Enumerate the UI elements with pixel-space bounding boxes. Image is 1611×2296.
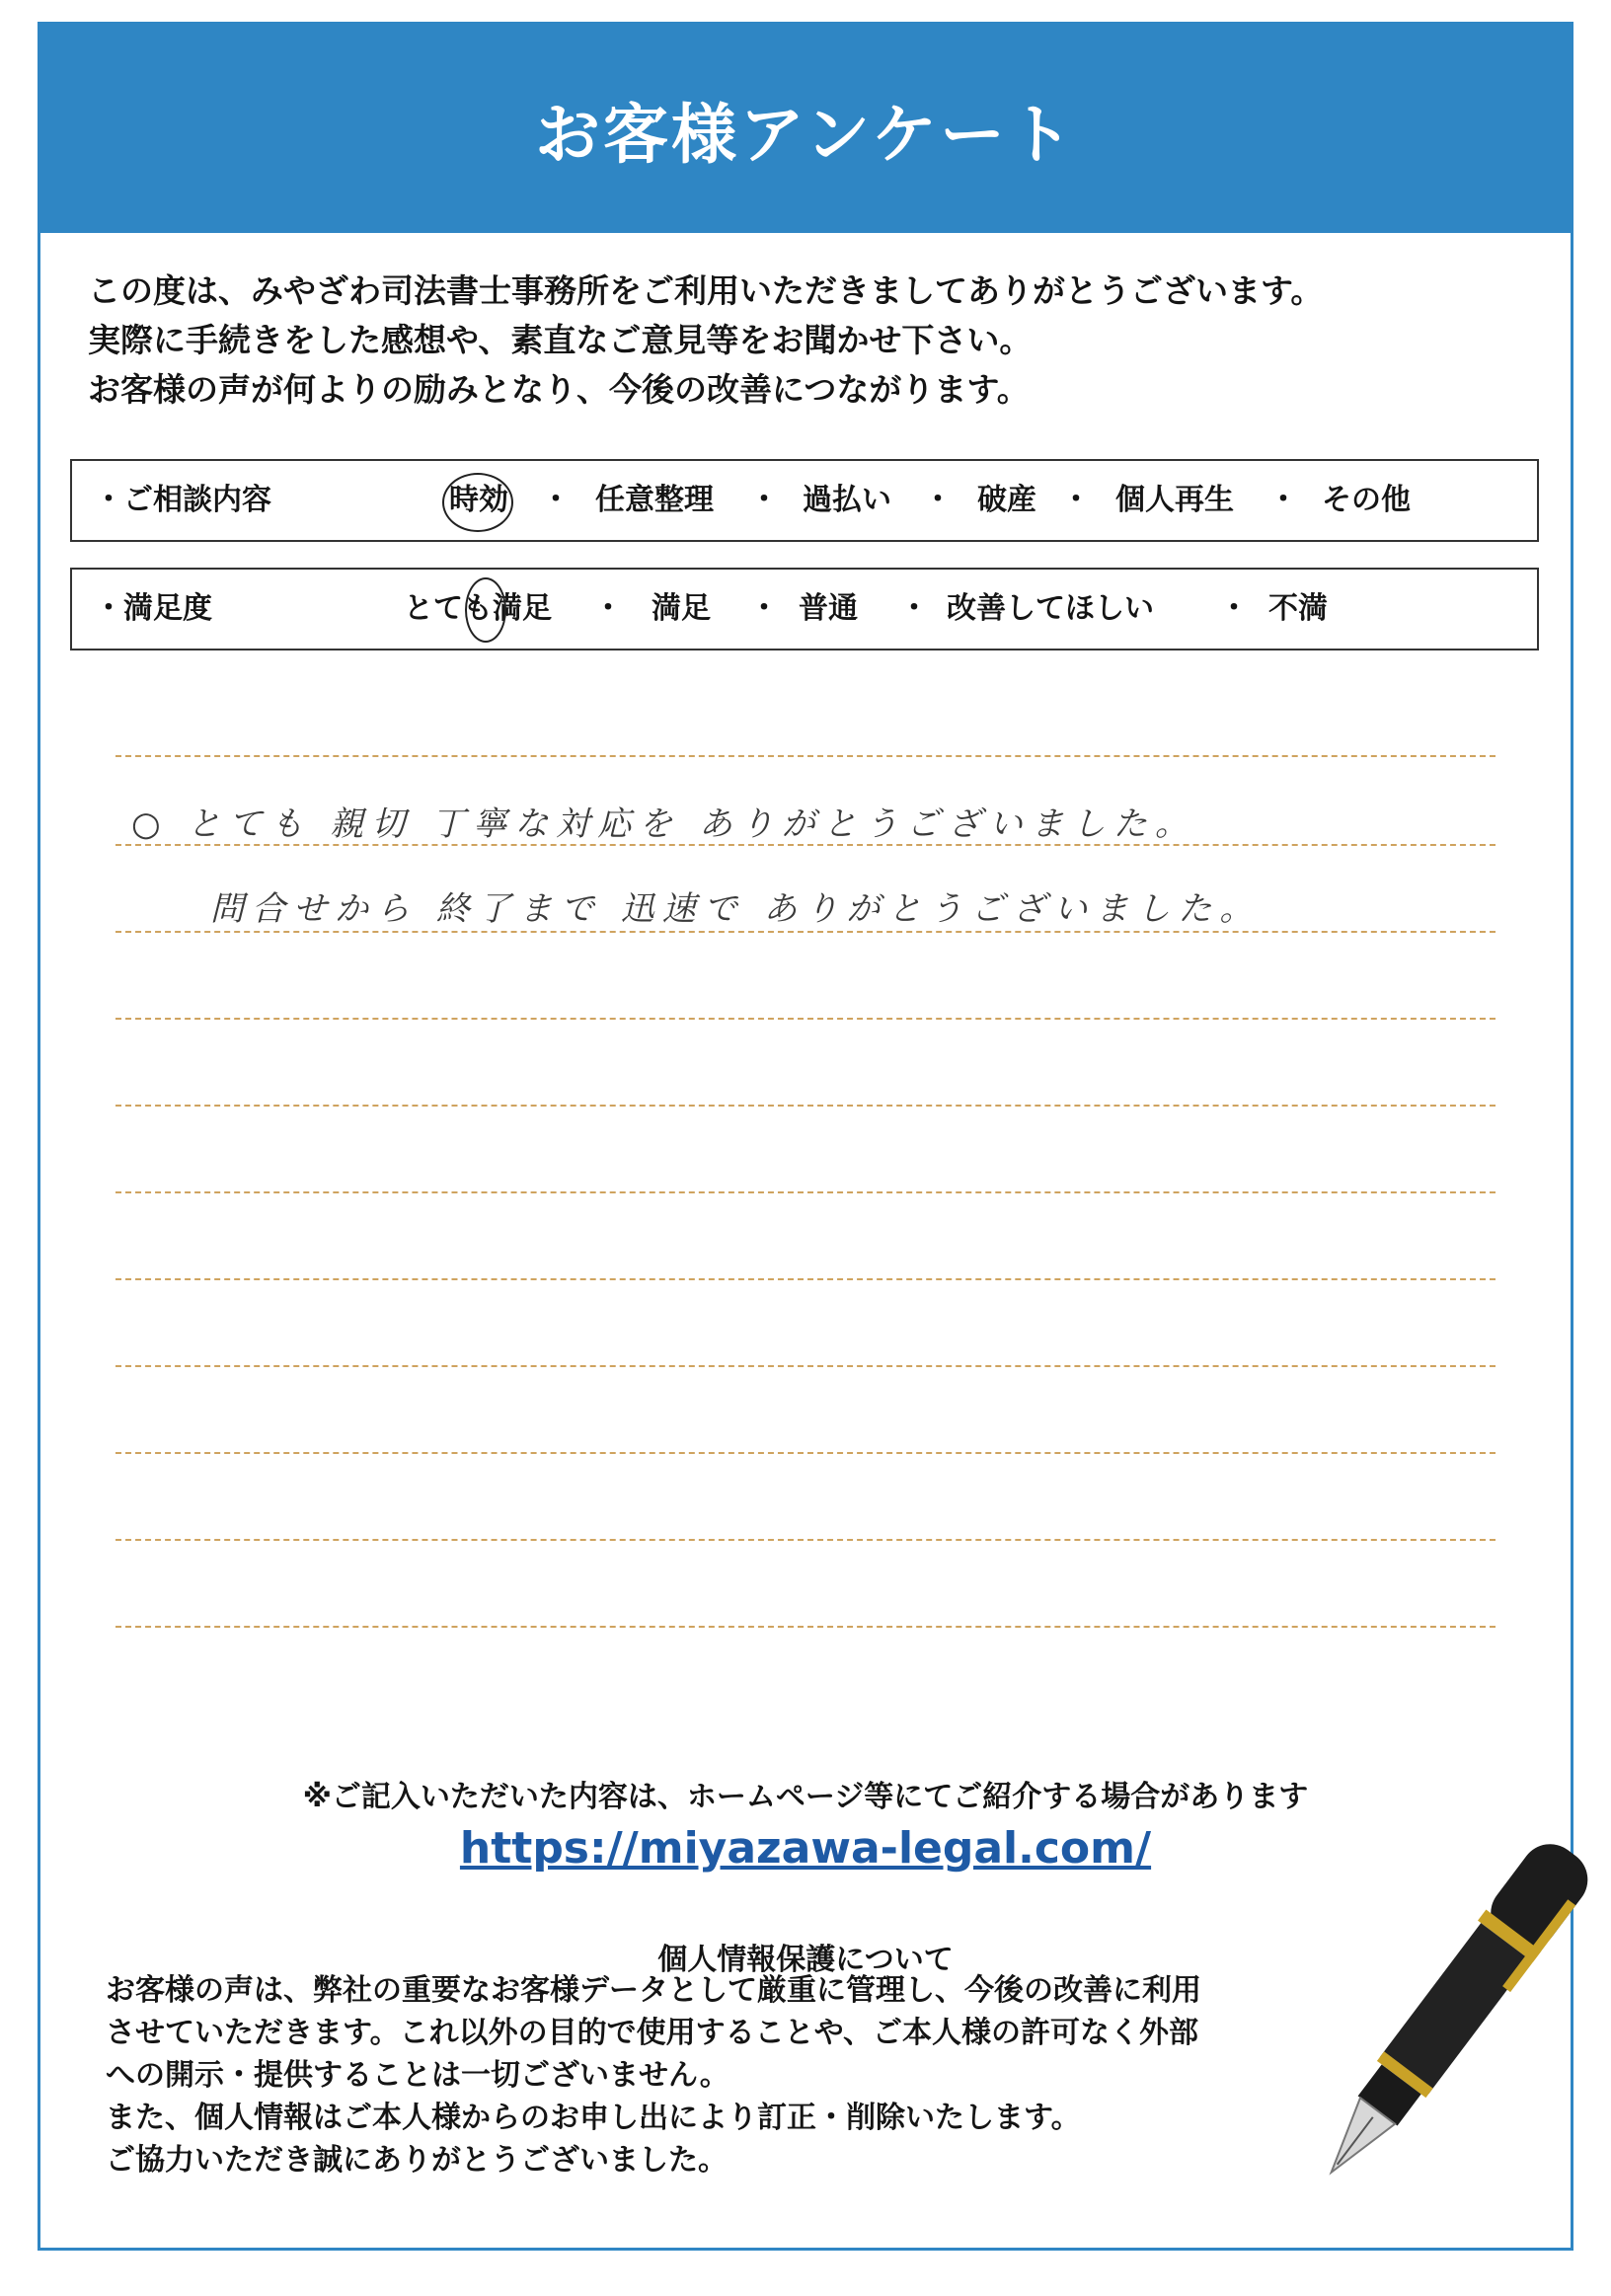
intro-line: お客様の声が何よりの励みとなり、今後の改善につながります。 — [88, 370, 1030, 409]
comment-rule-line — [115, 1365, 1496, 1367]
option-separator: ・ — [749, 591, 779, 626]
handwritten-comment-line: ○ とても 親切 丁寧な対応を ありがとうございました。 — [131, 804, 1196, 844]
consult-type-label: ・ご相談内容 — [94, 483, 271, 517]
satisfaction-option-improve[interactable]: 改善してほしい — [947, 591, 1154, 626]
consult-option-jiko[interactable]: 時効 — [449, 483, 508, 517]
satisfaction-box — [70, 568, 1539, 651]
comment-rule-line — [115, 1105, 1496, 1107]
option-separator: ・ — [1268, 483, 1298, 517]
satisfaction-option-satisfied[interactable]: 満足 — [652, 591, 711, 626]
option-separator: ・ — [1061, 483, 1091, 517]
consult-option-sonota[interactable]: その他 — [1322, 483, 1411, 517]
intro-line: この度は、みやざわ司法書士事務所をご利用いただきましてありがとうございます。 — [88, 271, 1324, 310]
intro-text — [88, 267, 1323, 415]
comment-rule-line — [115, 931, 1496, 933]
selected-circle-mark — [465, 577, 506, 643]
satisfaction-option-very-satisfied[interactable]: とても満足 — [404, 591, 552, 626]
fountain-pen-icon — [1284, 1831, 1610, 2206]
comment-rule-line — [115, 1191, 1496, 1193]
title-banner — [40, 25, 1571, 233]
privacy-line: また、個人情報はご本人様からのお申し出により訂正・削除いたします。 — [106, 2101, 1081, 2135]
comment-rule-line — [115, 755, 1496, 757]
privacy-line: への開示・提供することは一切ございません。 — [106, 2058, 729, 2093]
selected-circle-mark — [442, 473, 513, 532]
satisfaction-label: ・満足度 — [94, 591, 212, 626]
handwritten-comment-line: 問合せから 終了まで 迅速で ありがとうございました。 — [210, 889, 1262, 929]
option-separator: ・ — [749, 483, 779, 517]
option-separator: ・ — [899, 591, 929, 626]
comment-rule-line — [115, 1018, 1496, 1020]
page-title: お客様アンケート — [534, 97, 1077, 173]
privacy-text — [106, 1969, 1201, 2181]
intro-line: 実際に手続きをした感想や、素直なご意見等をお聞かせ下さい。 — [88, 321, 1033, 359]
comment-rule-line — [115, 1626, 1496, 1628]
survey-sheet — [38, 22, 1573, 2251]
privacy-line: お客様の声は、弊社の重要なお客様データとして厳重に管理し、今後の改善に利用 — [106, 1973, 1201, 2008]
consult-option-kojin-saisei[interactable]: 個人再生 — [1115, 483, 1234, 517]
consult-option-kabarai[interactable]: 過払い — [803, 483, 891, 517]
privacy-line: させていただきます。これ以外の目的で使用することや、ご本人様の許可なく外部 — [106, 2016, 1198, 2050]
privacy-title: 個人情報保護について — [657, 1943, 954, 1977]
comment-rule-line — [115, 1278, 1496, 1280]
option-separator: ・ — [593, 591, 623, 626]
consult-option-nini-seiri[interactable]: 任意整理 — [595, 483, 714, 517]
consult-option-hasan[interactable]: 破産 — [977, 483, 1036, 517]
satisfaction-option-dissatisfied[interactable]: 不満 — [1268, 591, 1328, 626]
privacy-line: ご協力いただき誠にありがとうございました。 — [106, 2143, 728, 2178]
option-separator: ・ — [923, 483, 953, 517]
comment-rule-line — [115, 1539, 1496, 1541]
option-separator: ・ — [541, 483, 571, 517]
consult-type-box — [70, 459, 1539, 542]
option-separator: ・ — [1219, 591, 1249, 626]
publication-notice: ※ご記入いただいた内容は、ホームページ等にてご紹介する場合があります — [302, 1780, 1309, 1814]
website-link[interactable]: https://miyazawa-legal.com/ — [459, 1823, 1152, 1874]
satisfaction-option-normal[interactable]: 普通 — [799, 591, 858, 626]
comment-rule-line — [115, 1452, 1496, 1454]
